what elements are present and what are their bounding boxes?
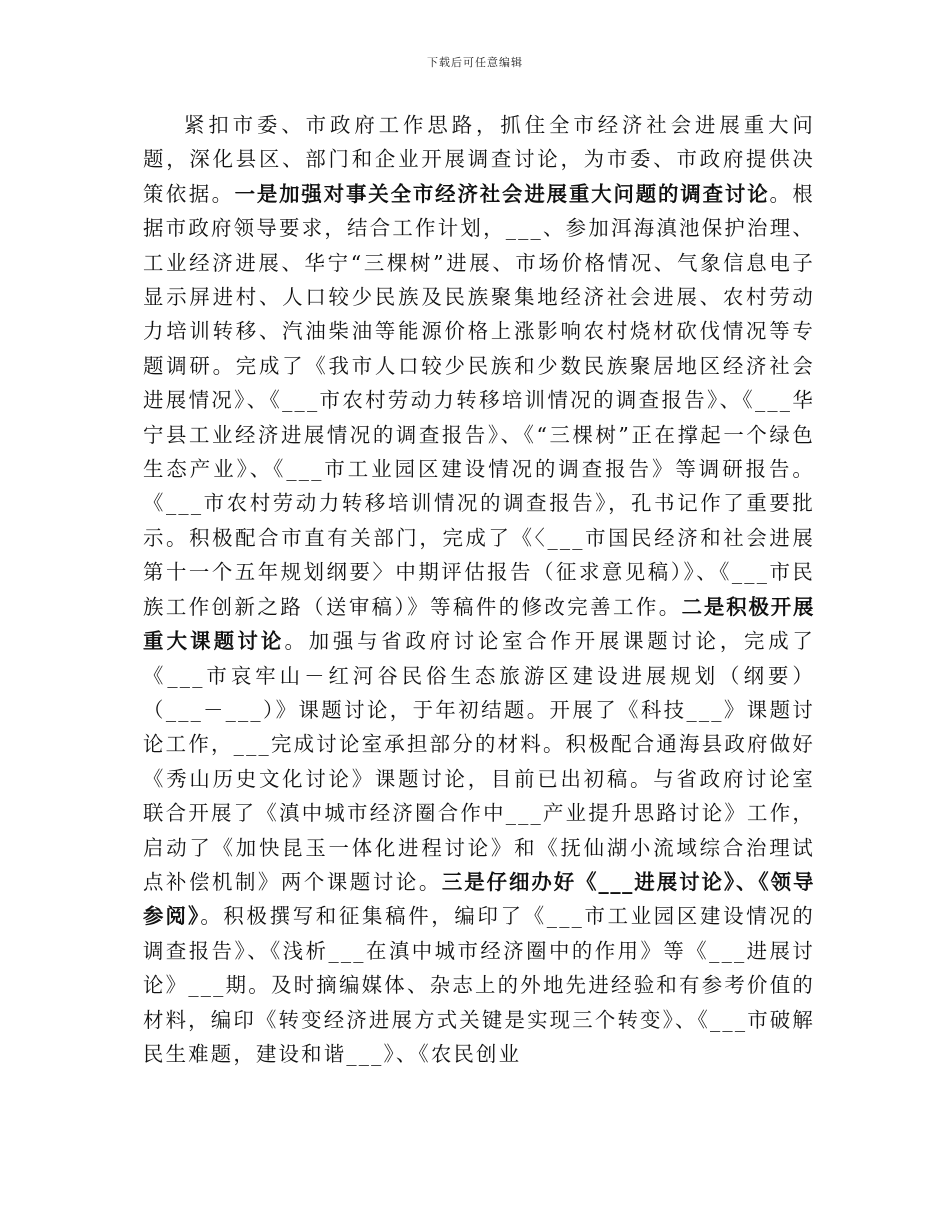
heading-point-3: 三是仔细办好《___进展讨论》、《领导参阅》	[143, 869, 815, 929]
document-body	[143, 108, 815, 1071]
heading-point-1: 一是加强对事关全市经济社会进展重大问题的调查讨论	[234, 181, 770, 206]
point-1-text: 。根据市政府领导要求，结合工作计划，___、参加洱海滇池保护治理、工业经济进展、华宁“三棵树”进展、市场价格情况、气象信息电子显示屏进村、人口较少民族及民族聚集地经济社会进展、农村劳动力培训转移、汽油柴油等能源价格上涨影响农村烧材砍伐情况等专题调研。完成了《我市人口较少民族和少数民族聚居地区经济社会进展情况》、《___市农村劳动力转移培训情况的调查报告》、《___华宁县工业经济进展情况的调查报告》、《“三棵树”正在撑起一个绿色生态产业》、《___市工业园区建设情况的调查报告》等调研报告。《___市农村劳动力转移培训情况的调查报告》，孔书记作了重要批示。积极配合市直有关部门，完成了《〈___市国民经济和社会进展第十一个五年规划纲要〉中期评估报告（征求意见稿）》、《___市民族工作创新之路（送审稿）》等稿件的修改完善工作。	[143, 181, 815, 619]
intro-text: 紧扣市委、市政府工作思路，抓住全市经济社会进展重大问题，深化县区、部门和企业开展调查讨论，为市委、市政府提供决策依据。	[143, 113, 815, 206]
page-header: 下载后可任意编辑	[427, 56, 523, 69]
heading-point-2: 二是积极开展重大课题讨论	[143, 594, 815, 654]
point-2-text: 。加强与省政府讨论室合作开展课题讨论，完成了《___市哀牢山－红河谷民俗生态旅游区建设进展规划（纲要）（___－___）》课题讨论，于年初结题。开展了《科技___》课题讨论工作，___完成讨论室承担部分的材料。积极配合通海县政府做好《秀山历史文化讨论》课题讨论，目前已出初稿。与省政府讨论室联合开展了《滇中城市经济圈合作中___产业提升思路讨论》工作，启动了《加快昆玉一体化进程讨论》和《抚仙湖小流域综合治理试点补偿机制》两个课题讨论。	[143, 629, 815, 894]
point-3-text: 。积极撰写和征集稿件，编印了《___市工业园区建设情况的调查报告》、《浅析___在滇中城市经济圈中的作用》等《___进展讨论》___期。及时摘编媒体、杂志上的外地先进经验和有参考价值的材料，编印《转变经济进展方式关键是实现三个转变》、《___市破解民生难题，建设和谐___》、《农民创业	[143, 904, 815, 1066]
